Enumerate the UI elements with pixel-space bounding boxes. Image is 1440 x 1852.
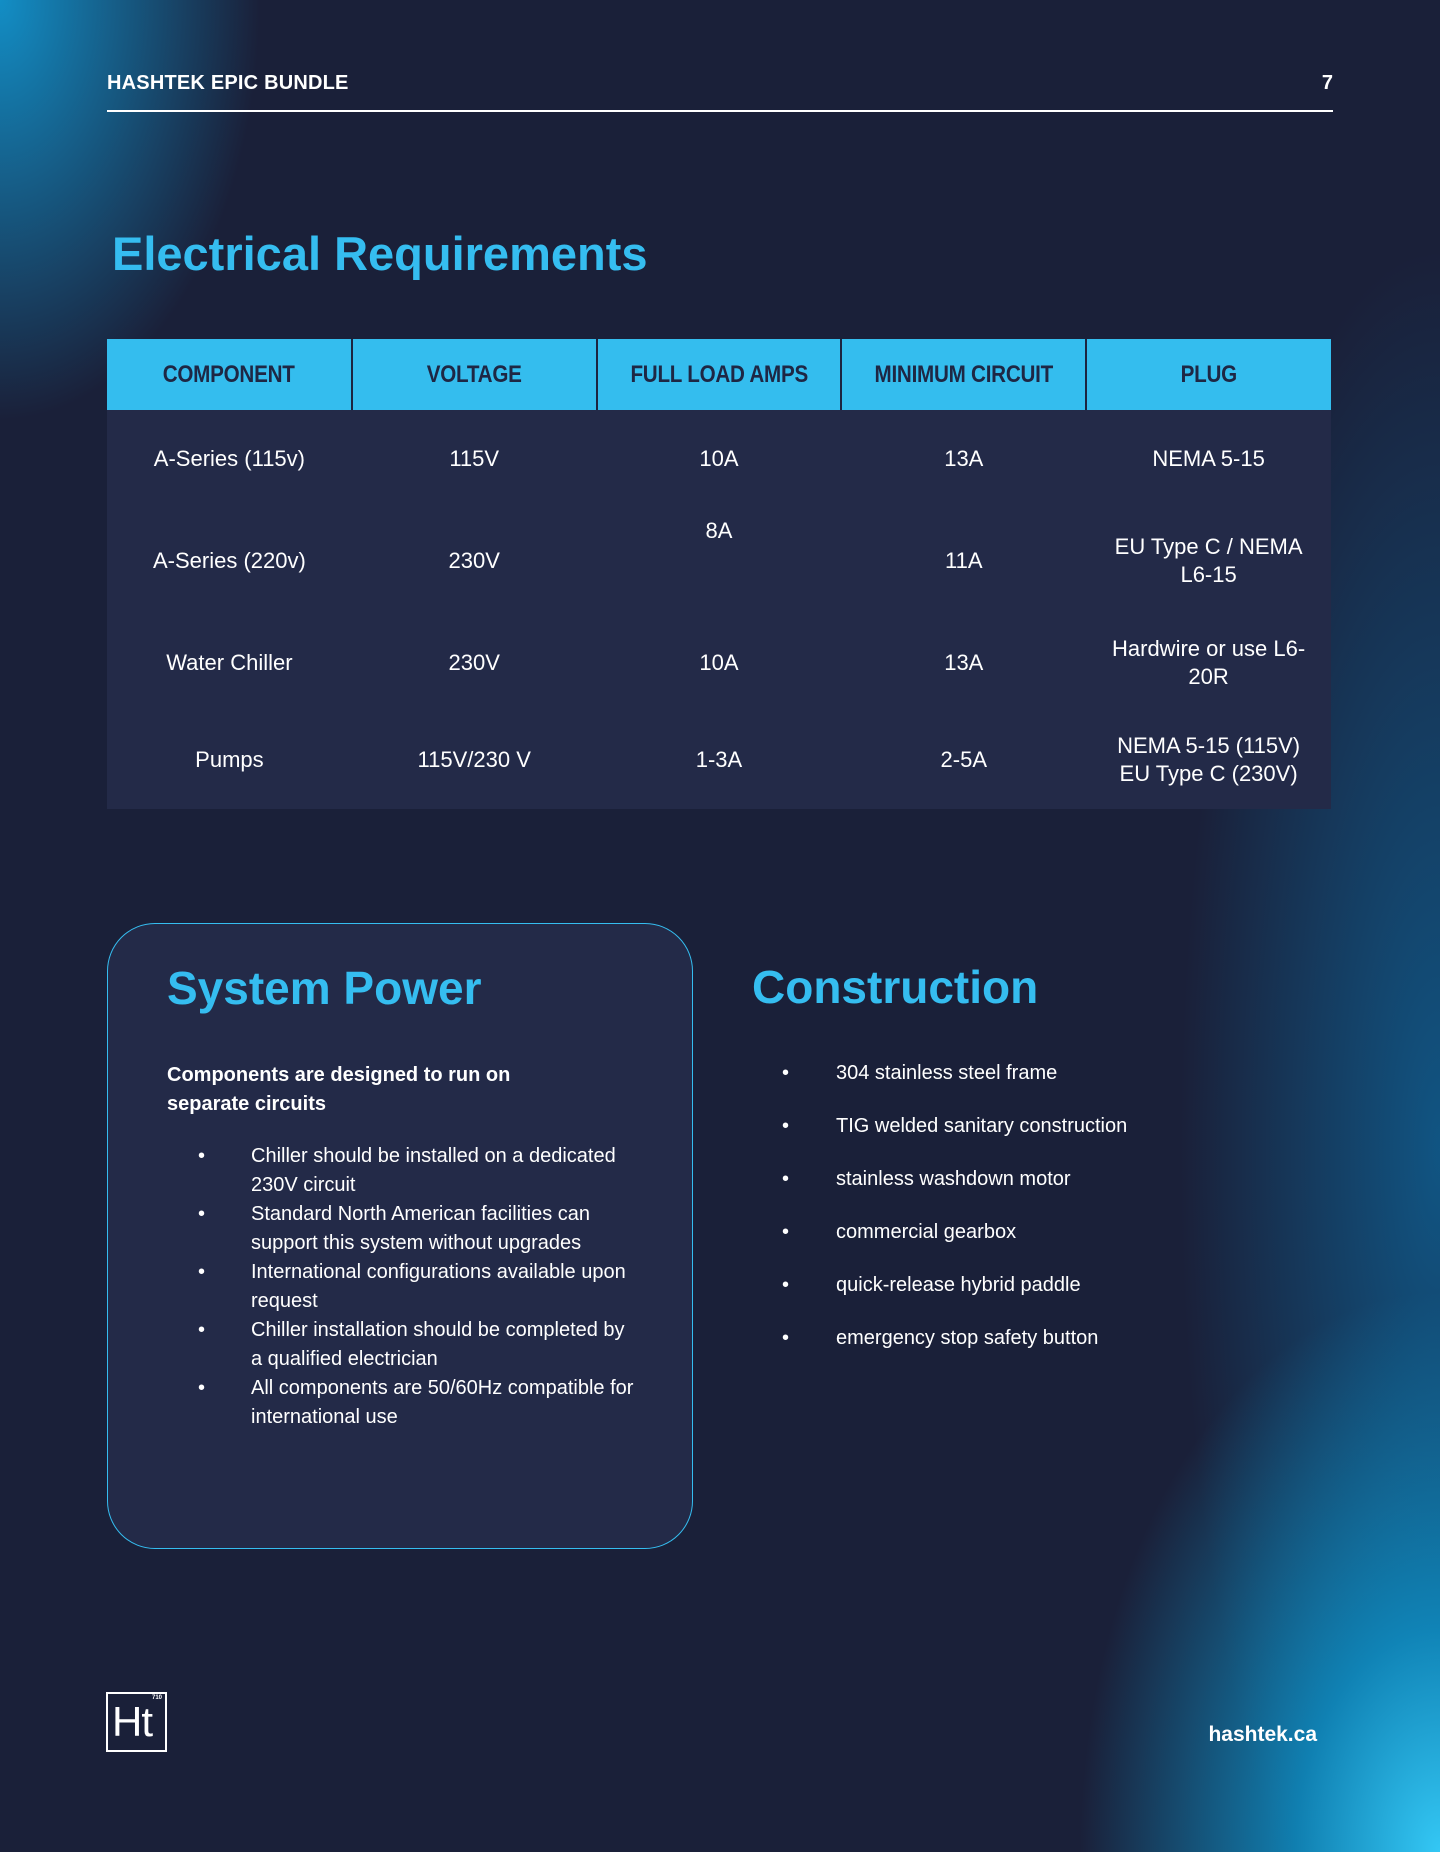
table-cell: NEMA 5-15 — [1086, 410, 1331, 507]
table-cell: 115V — [352, 410, 597, 507]
table-cell: 115V/230 V — [352, 711, 597, 809]
system-power-heading: System Power — [167, 962, 482, 1014]
logo-letters: Ht — [112, 1698, 152, 1745]
table-cell: Pumps — [107, 711, 352, 809]
table-cell: 230V — [352, 614, 597, 711]
list-item-text: TIG welded sanitary construction — [836, 1115, 1128, 1137]
bullet-icon: • — [198, 1145, 206, 1167]
bullet-icon: • — [198, 1319, 206, 1341]
list-item-text: quick-release hybrid paddle — [836, 1274, 1081, 1296]
list-item-text: All components are 50/60Hz compatible for international use — [251, 1377, 634, 1428]
page-number: 7 — [1321, 72, 1333, 94]
list-item-text: stainless washdown motor — [836, 1168, 1071, 1190]
list-item-text: Standard North American facilities can support this system without upgrades — [251, 1203, 591, 1254]
bullet-icon: • — [198, 1261, 206, 1283]
column-header-component: COMPONENT — [107, 339, 352, 410]
list-item — [167, 1200, 637, 1258]
construction-list — [752, 1059, 1127, 1377]
page-header — [107, 72, 1333, 112]
list-item — [167, 1316, 637, 1374]
table-cell: 10A — [597, 410, 842, 507]
table-row — [107, 507, 1331, 614]
list-item-text: commercial gearbox — [836, 1221, 1017, 1243]
system-power-list — [167, 1142, 637, 1432]
list-item — [167, 1258, 637, 1316]
bullet-icon: • — [782, 1115, 790, 1137]
column-header-minimum-circuit: MINIMUM CIRCUIT — [841, 339, 1086, 410]
table-header-row — [107, 339, 1331, 410]
table-cell: NEMA 5-15 (115V) EU Type C (230V) — [1086, 711, 1331, 809]
table-cell: 11A — [841, 507, 1086, 614]
table-cell: 230V — [352, 507, 597, 614]
bullet-icon: • — [198, 1377, 206, 1399]
table-cell: 8A — [597, 507, 842, 614]
list-item-text: Chiller should be installed on a dedicated 230V circuit — [251, 1145, 616, 1196]
system-power-subtitle: Components are designed to run on separate circuits — [167, 1064, 511, 1115]
column-header-full-load-amps: FULL LOAD AMPS — [597, 339, 842, 410]
column-header-voltage: VOLTAGE — [352, 339, 597, 410]
table-cell: A-Series (220v) — [107, 507, 352, 614]
table-cell: 1-3A — [597, 711, 842, 809]
logo-number: 710 — [151, 1695, 162, 1701]
bullet-icon: • — [198, 1203, 206, 1225]
table-cell: 10A — [597, 614, 842, 711]
table-row — [107, 410, 1331, 507]
document-title: HASHTEK EPIC BUNDLE — [107, 72, 349, 94]
table-cell: Hardwire or use L6-20R — [1086, 614, 1331, 711]
electrical-requirements-table — [107, 339, 1331, 809]
bullet-icon: • — [782, 1274, 790, 1296]
bullet-icon: • — [782, 1327, 790, 1349]
electrical-requirements-heading: Electrical Requirements — [112, 227, 648, 280]
table-cell: A-Series (115v) — [107, 410, 352, 507]
list-item-text: emergency stop safety button — [836, 1327, 1099, 1349]
website-url: hashtek.ca — [1208, 1723, 1317, 1746]
bullet-icon: • — [782, 1062, 790, 1084]
list-item — [752, 1059, 1127, 1112]
list-item-text: 304 stainless steel frame — [836, 1062, 1058, 1084]
list-item — [167, 1374, 637, 1432]
list-item — [752, 1218, 1127, 1271]
construction-heading: Construction — [752, 961, 1039, 1013]
list-item — [752, 1324, 1127, 1377]
column-header-plug: PLUG — [1086, 339, 1331, 410]
list-item — [167, 1142, 637, 1200]
bullet-icon: • — [782, 1168, 790, 1190]
list-item — [752, 1165, 1127, 1218]
table-cell: 13A — [841, 410, 1086, 507]
list-item-text: Chiller installation should be completed by a qualified electrician — [251, 1319, 625, 1370]
table-cell: 2-5A — [841, 711, 1086, 809]
table-cell: EU Type C / NEMA L6-15 — [1086, 507, 1331, 614]
system-power-card — [107, 923, 693, 1549]
table-cell: Water Chiller — [107, 614, 352, 711]
hashtek-logo — [106, 1692, 167, 1752]
bullet-icon: • — [782, 1221, 790, 1243]
table-cell: 13A — [841, 614, 1086, 711]
list-item — [752, 1112, 1127, 1165]
list-item — [752, 1271, 1127, 1324]
table-row — [107, 614, 1331, 711]
list-item-text: International configurations available upon request — [251, 1261, 626, 1312]
table-row — [107, 711, 1331, 809]
